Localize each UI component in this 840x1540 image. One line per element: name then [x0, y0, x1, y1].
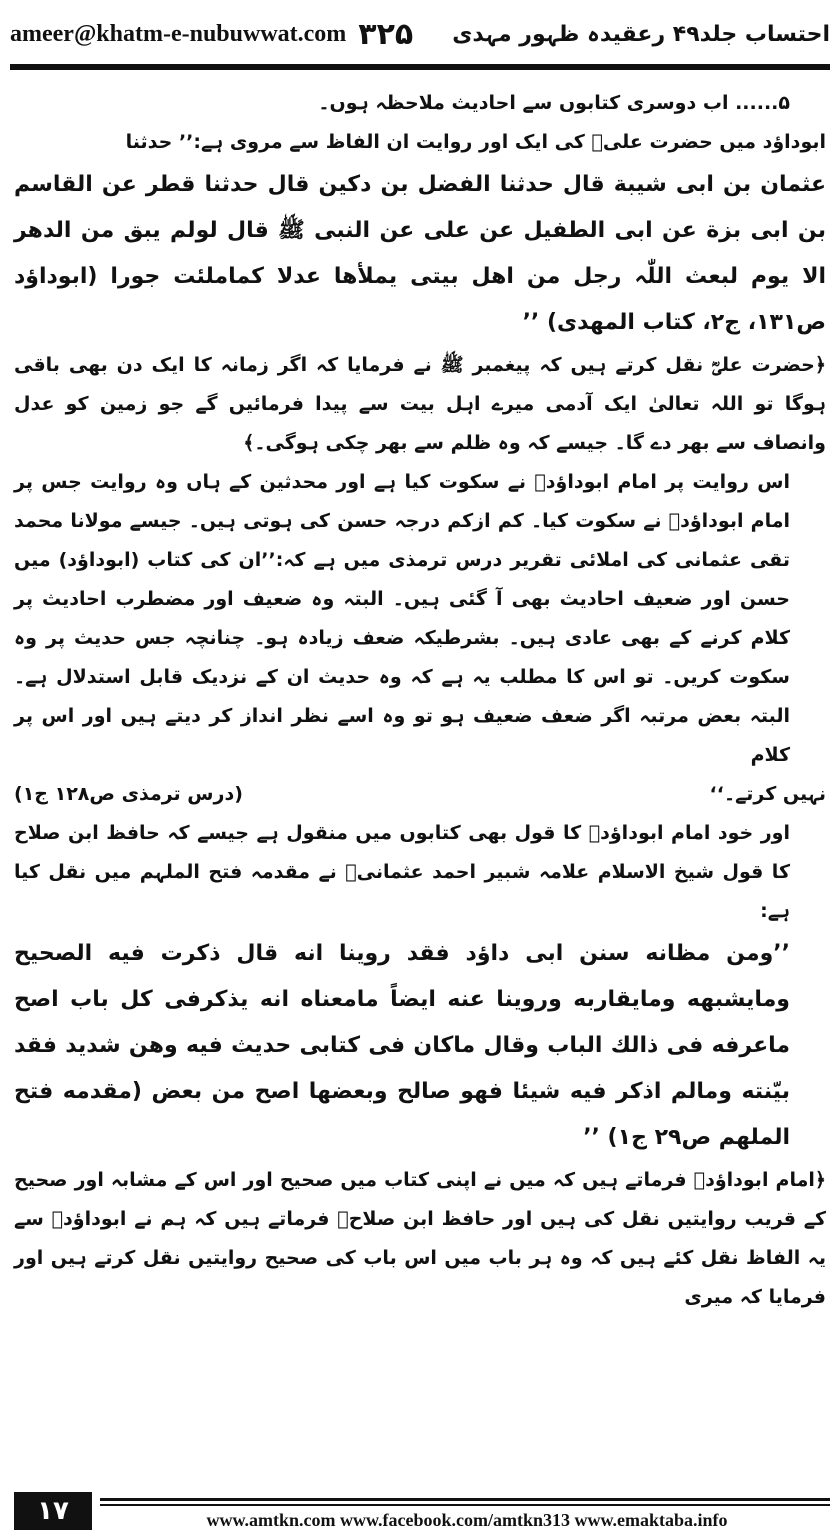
- arabic-quote-2: ’’ومن مظانه سنن ابی داؤد فقد روینا انه قال ذکرت فیه الصحیح ومایشبھه ومایقاربه وروینا عنه ایضاً مامعناه انه یذکرفی کل باب اصح ماعرفه فی ذالك الباب وقال ماکان فی کتابی حدیث فیه وھن شدید فقد بیّنته ومالم اذکر فیه شیئا فھو صالح وبعضھا اصح من بعض (مقدمه فتح الملھم ص۲۹ ج۱) ’’: [14, 941, 790, 1150]
- page-header: [10, 8, 830, 60]
- page-footer: [0, 1490, 840, 1534]
- footer-websites[interactable]: www.amtkn.com www.facebook.com/amtkn313 www.emaktaba.info: [206, 1510, 728, 1530]
- header-rule: [10, 64, 830, 70]
- dars-tirmidhi-reference: (درس ترمذی ص۱۲۸ ج۱): [14, 783, 243, 805]
- commentary-end: نہیں کرتے۔‘‘: [709, 783, 826, 805]
- paragraph-commentary: اس روایت پر امام ابوداؤدؒ نے سکوت کیا ہے اور محدثین کے ہاں وہ روایت جس پر امام ابوداؤدؒ نے سکوت کیا۔ کم ازکم درجہ حسن کی ہوتی ہیں۔ جیسے مولانا محمد تقی عثمانی کی املائی تقریر درس ترمذی میں ہے کہ:’’ان کی کتاب (ابوداؤد) میں حسن اور ضعیف احادیث بھی آ گئی ہیں۔ البتہ وہ ضعیف اور مضطرب احادیث پر کلام کرنے کے بھی عادی ہیں۔ بشرطیکہ ضعف زیادہ ہو۔ چنانچہ جس حدیث پر وہ سکوت کریں۔ تو اس کا مطلب یہ ہے کہ وہ حدیث ان کے نزدیک قابل استدلال ہے۔ البتہ بعض مرتبہ اگر ضعف ضعیف ہو تو وہ اسے نظر انداز کر دیتے ہیں اور اس پر کلام: [14, 471, 790, 766]
- urdu-translation-1: ﴿حضرت علیؓ نقل کرتے ہیں کہ پیغمبر ﷺ نے فرمایا کہ اگر زمانہ کا ایک دن بھی باقی ہوگا تو اللہ تعالیٰ ایک آدمی میرے اہل بیت سے پیدا فرمائیں گے جو زمین کو عدل وانصاف سے بھر دے گا۔ جیسے کہ وہ ظلم سے بھر چکی ہوگی۔﴾: [14, 354, 826, 454]
- footer-rule-thick: [100, 1498, 830, 1501]
- abudawud-intro: ابوداؤد میں حضرت علیؓ کی ایک اور روایت ان الفاظ سے مروی ہے:’’ حدثنا: [125, 131, 826, 153]
- arabic-hadith-1: عثمان بن ابی شیبة قال حدثنا الفضل بن دکین قال حدثنا قطر عن القاسم بن ابی بزة عن ابی الطفیل عن علی عن النبی ﷺ قال لولم یبق من الدھر الا یوم لبعث اللّٰہ رجل من اھل بیتی یملأھا عدلا کماملئت جورا (ابوداؤد ص۱۳۱، ج۲، کتاب المھدی) ’’: [14, 172, 826, 335]
- document-body: [14, 84, 826, 1474]
- urdu-translation-2: ﴿امام ابوداؤدؒ فرماتے ہیں کہ میں نے اپنی کتاب میں صحیح اور اس کے مشابہ اور صحیح کے قریب روایتیں نقل کی ہیں اور حافظ ابن صلاحؒ فرماتے ہیں کہ ہم نے ابوداؤدؒ سے یہ الفاظ نقل کئے ہیں کہ وہ ہر باب میں اس باب کی صحیح روایتیں نقل کرتے ہیں اور فرمایا کہ میری: [14, 1169, 826, 1308]
- commentary-end-row: [14, 775, 826, 814]
- header-email[interactable]: ameer@khatm-e-nubuwwat.com: [10, 20, 347, 47]
- running-title: احتساب جلد۴۹ رعقیدہ ظہور مہدی: [452, 21, 830, 47]
- paragraph-ibn-salah: اور خود امام ابوداؤدؒ کا قول بھی کتابوں میں منقول ہے جیسے کہ حافظ ابن صلاح کا قول شیخ الاسلام علامہ شبیر احمد عثمانیؒ نے مقدمہ فتح الملہم میں نقل کیا ہے:: [14, 822, 790, 922]
- header-left: [10, 17, 413, 52]
- footer-rule-thin: [100, 1504, 830, 1506]
- page-number: ۳۲۵: [358, 16, 414, 52]
- folio-number: ۱۷: [14, 1492, 92, 1530]
- section-intro: ۵...... اب دوسری کتابوں سے احادیث ملاحظہ ہوں۔: [318, 92, 790, 114]
